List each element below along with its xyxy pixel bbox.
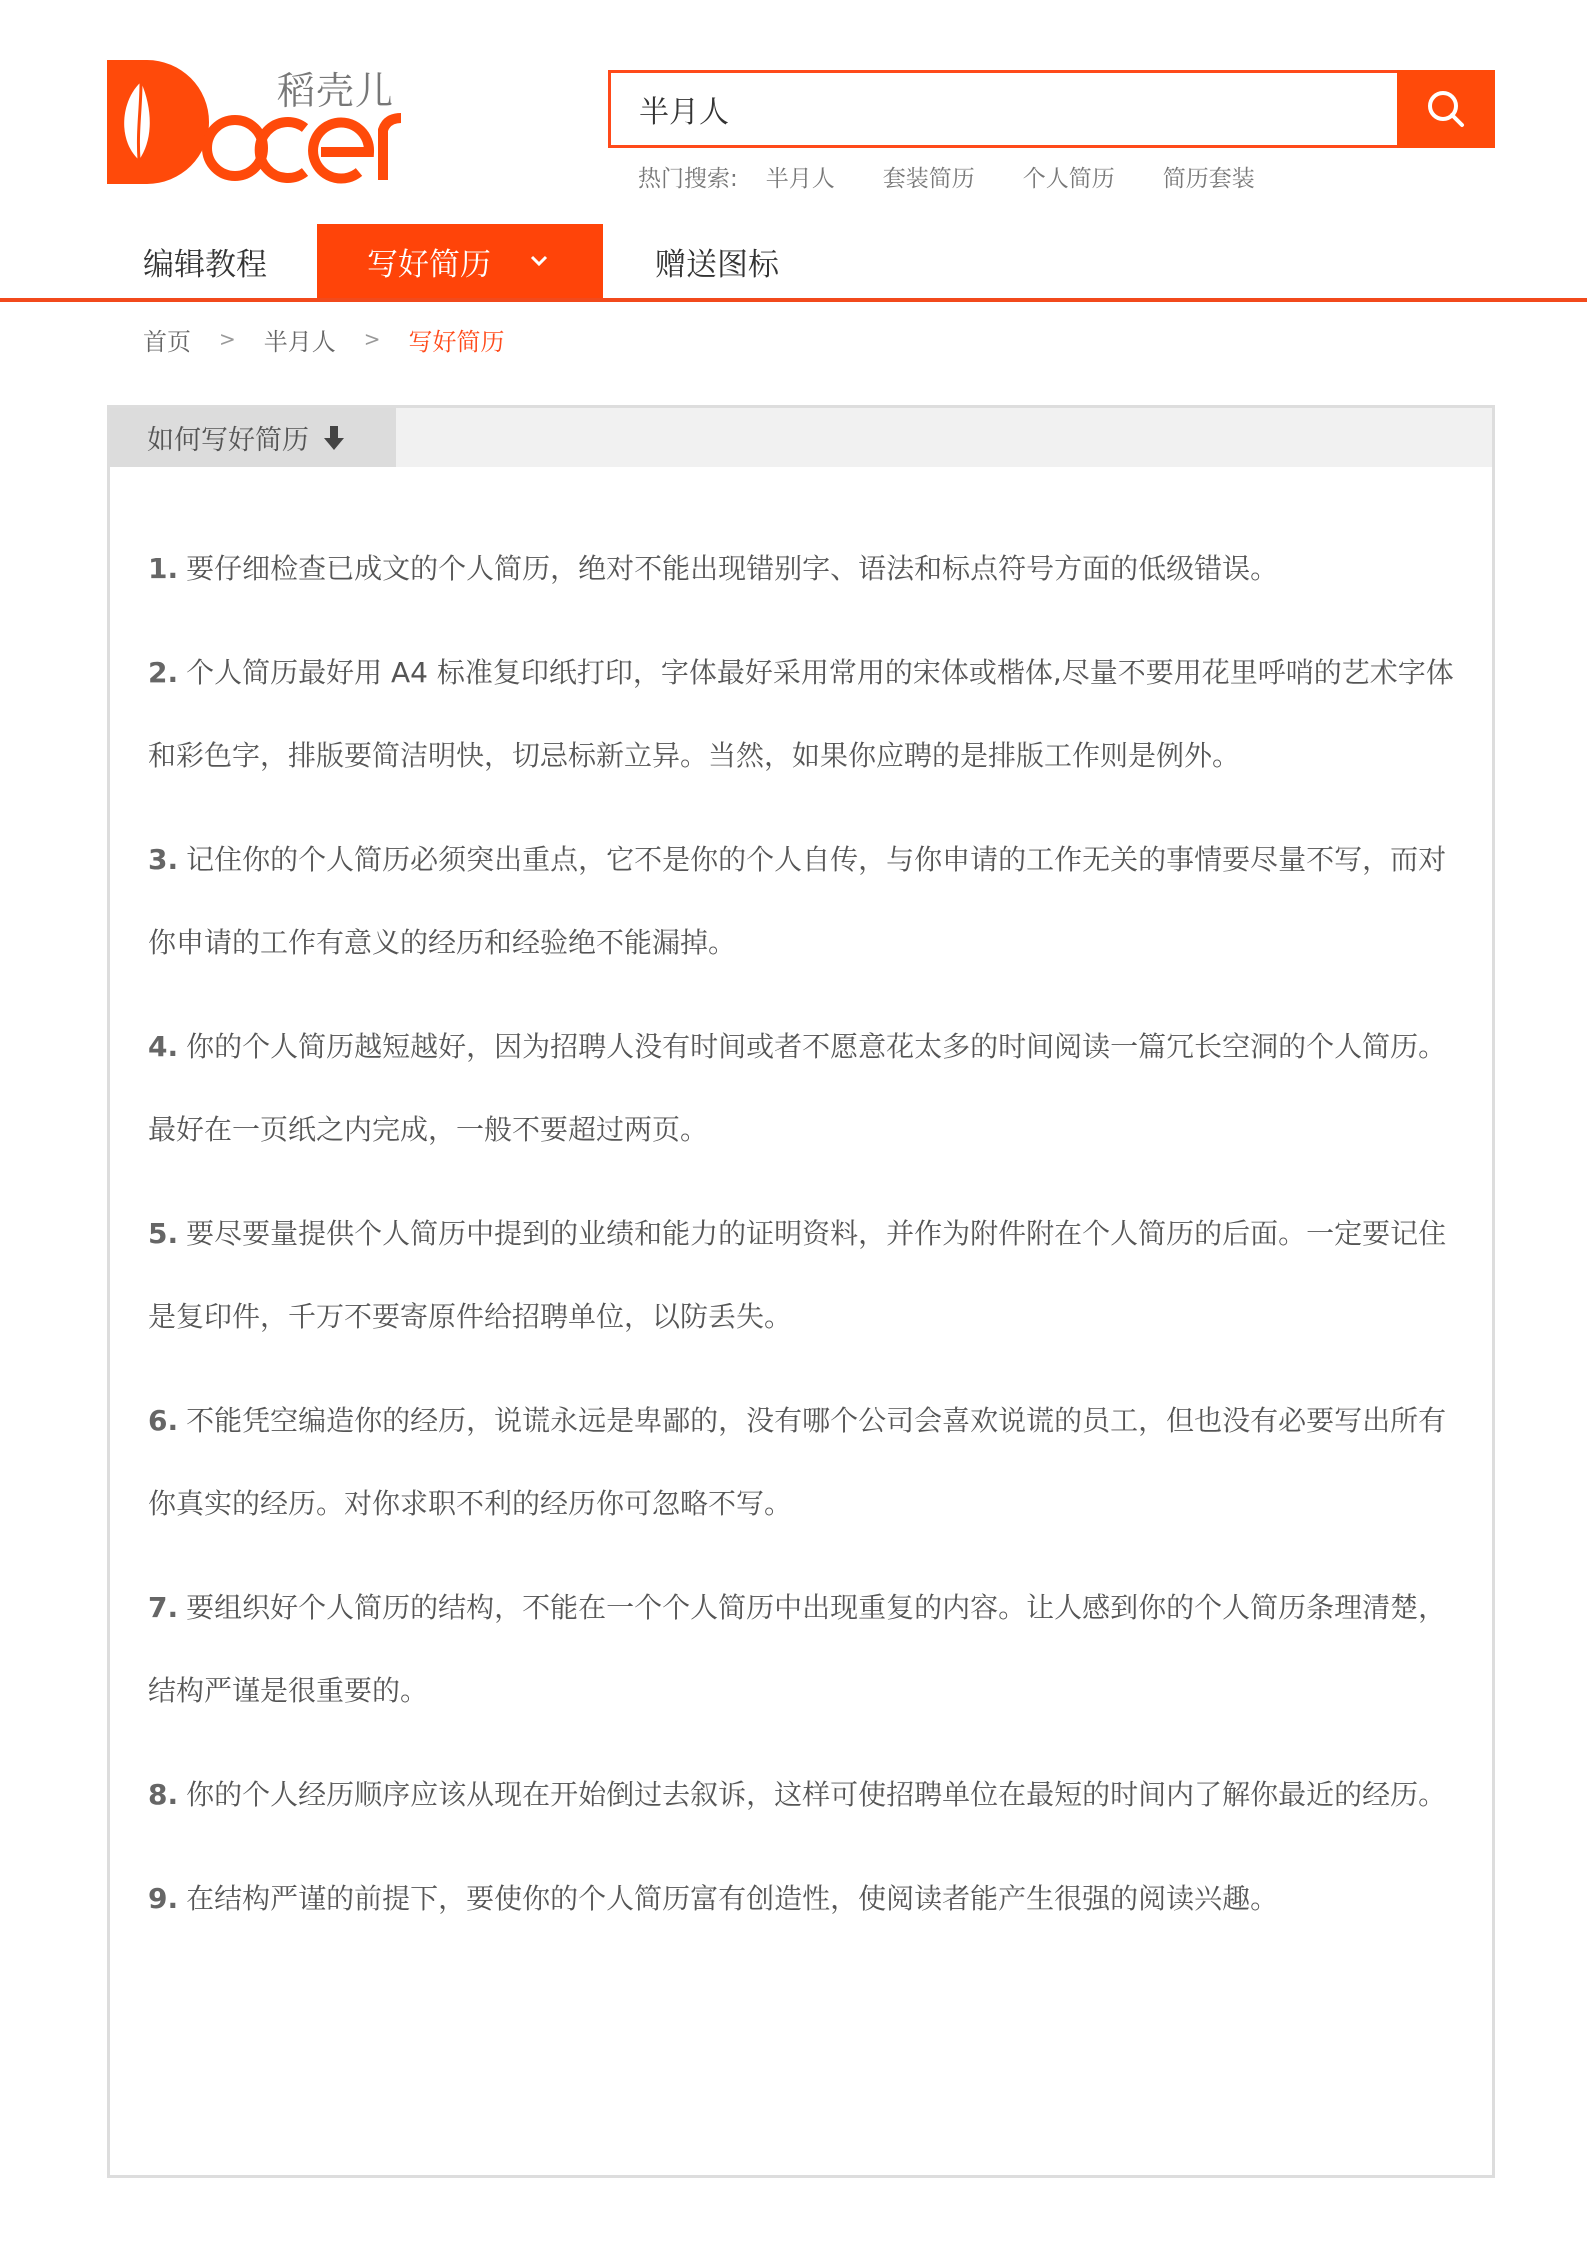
tip-item — [148, 1005, 1458, 1171]
search-bar — [608, 70, 1495, 148]
breadcrumb — [143, 322, 505, 357]
article-content — [110, 467, 1492, 1940]
tip-number: 1. — [148, 552, 179, 585]
breadcrumb-home[interactable]: 首页 — [143, 328, 191, 356]
hot-search-link[interactable]: 半月人 — [765, 166, 835, 192]
tip-item — [148, 1753, 1458, 1836]
article-box — [107, 405, 1495, 2178]
tip-item — [148, 1857, 1458, 1940]
tip-text: 要仔细检查已成文的个人简历，绝对不能出现错别字、语法和标点符号方面的低级错误。 — [186, 552, 1279, 585]
tip-item — [148, 1192, 1458, 1358]
article-title — [110, 408, 396, 467]
logo-text: 稻壳儿 — [277, 69, 395, 113]
search-input[interactable] — [611, 73, 1397, 145]
tip-item — [148, 527, 1458, 610]
tip-text: 你的个人简历越短越好，因为招聘人没有时间或者不愿意花太多的时间阅读一篇冗长空洞的个人简历。最好在一页纸之内完成，一般不要超过两页。 — [148, 1030, 1447, 1146]
breadcrumb-separator: > — [363, 327, 381, 351]
search-icon — [1425, 88, 1467, 130]
tip-number: 8. — [148, 1778, 179, 1811]
tip-text: 不能凭空编造你的经历，说谎永远是卑鄙的，没有哪个公司会喜欢说谎的员工，但也没有必要写出所有你真实的经历。对你求职不利的经历你可忽略不写。 — [148, 1404, 1447, 1520]
tab-edit-tutorial[interactable]: 编辑教程 — [143, 246, 267, 283]
docer-logo[interactable] — [107, 60, 402, 186]
tip-number: 7. — [148, 1591, 179, 1624]
tip-text: 记住你的个人简历必须突出重点，它不是你的个人自传，与你申请的工作无关的事情要尽量不写，而对你申请的工作有意义的经历和经验绝不能漏掉。 — [148, 843, 1447, 959]
chevron-down-icon — [529, 254, 549, 268]
breadcrumb-separator: > — [219, 327, 236, 351]
hot-searches — [638, 160, 1303, 193]
tip-number: 6. — [148, 1404, 179, 1437]
tip-number: 4. — [148, 1030, 179, 1063]
tip-item — [148, 818, 1458, 984]
tip-text: 你的个人经历顺序应该从现在开始倒过去叙诉，这样可使招聘单位在最短的时间内了解你最近的经历。 — [186, 1778, 1447, 1811]
tab-free-icons[interactable]: 赠送图标 — [655, 246, 779, 283]
hot-search-label: 热门搜索: — [638, 166, 738, 192]
search-button[interactable] — [1397, 70, 1495, 148]
hot-search-link[interactable]: 套装简历 — [882, 166, 975, 192]
tab-label: 写好简历 — [367, 246, 491, 283]
tab-write-resume[interactable] — [317, 224, 603, 298]
tip-text: 要尽要量提供个人简历中提到的业绩和能力的证明资料，并作为附件附在个人简历的后面。一定要记住是复印件，千万不要寄原件给招聘单位，以防丢失。 — [148, 1217, 1447, 1333]
tip-text: 个人简历最好用 A4 标准复印纸打印，字体最好采用常用的宋体或楷体,尽量不要用花里呼哨的艺术字体和彩色字，排版要简洁明快，切忌标新立异。当然，如果你应聘的是排版工作则是例外。 — [148, 656, 1454, 772]
tip-text: 要组织好个人简历的结构，不能在一个个人简历中出现重复的内容。让人感到你的个人简历条理清楚，结构严谨是很重要的。 — [148, 1591, 1447, 1707]
article-header — [110, 405, 1492, 467]
breadcrumb-current: 写好简历 — [408, 328, 505, 356]
arrow-down-icon — [323, 424, 345, 452]
article-title-text: 如何写好简历 — [147, 425, 309, 456]
tip-number: 2. — [148, 656, 179, 689]
hot-search-link[interactable]: 个人简历 — [1022, 166, 1115, 192]
tip-item — [148, 1379, 1458, 1545]
tip-item — [148, 1566, 1458, 1732]
hot-search-link[interactable]: 简历套装 — [1162, 166, 1255, 192]
tip-number: 3. — [148, 843, 179, 876]
main-nav — [0, 224, 1587, 302]
tip-text: 在结构严谨的前提下，要使你的个人简历富有创造性，使阅读者能产生很强的阅读兴趣。 — [186, 1882, 1279, 1915]
tip-number: 5. — [148, 1217, 179, 1250]
tip-item — [148, 631, 1458, 797]
tip-number: 9. — [148, 1882, 179, 1915]
breadcrumb-item[interactable]: 半月人 — [263, 328, 336, 356]
